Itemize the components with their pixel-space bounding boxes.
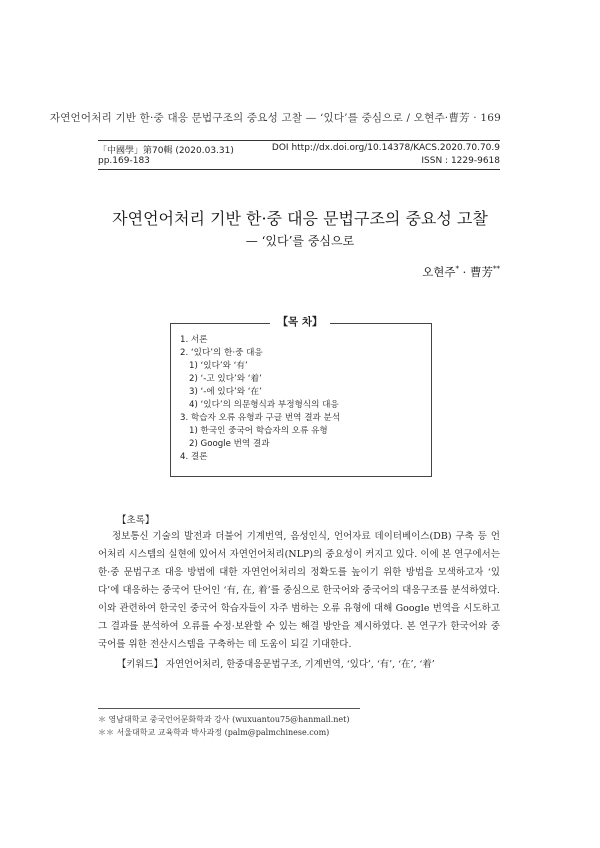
abstract-text: 정보통신 기술의 발전과 더불어 기계번역, 음성인식, 언어자료 데이터베이스(DB) 구축 등 언어처리 시스템의 실현에 있어서 자연언어처리(NLP)의 중요성이 커지고 있다. 이에 본 연구에서는 한·중 문법구조 대응 방법에 대한 자연언어처리의 정확도를 높이기 위한 방법을 모색하고자 ‘있다’에 대응하는 중국어 단어인 ‘有, 在, 着’를 중심으로 한국어와 중국어의 대응구조를 분석하였다. 이와 관련하여 한국인 중국어 학습자들이 자주 범하는 오류 유형에 대해 Google 번역을 시도하고 그 결과를 분석하여 오류를 수정·보완할 수 있는 해결 방안을 제시하였다. 본 연구가 한국어와 중국어를 위한 전산시스템을 구축하는 데 도움이 되길 기대한다. — [98, 531, 500, 650]
footnotes — [98, 713, 349, 739]
keywords: 【키워드】 자연언어처리, 한중대응문법구조, 기계번역, ‘있다’, ‘有’, ‘在’, ‘着’ — [117, 659, 435, 670]
toc-item: 2) ‘-고 있다’와 ‘着’ — [189, 374, 262, 384]
doi-link[interactable]: DOI http://dx.doi.org/10.14378/KACS.2020.70.70.9 — [271, 143, 500, 153]
author-1-mark: * — [455, 265, 460, 274]
author-line — [422, 264, 500, 280]
toc-item: 1) 한국인 중국어 학습자의 오류 유형 — [189, 426, 328, 436]
author-1: 오현주 — [422, 265, 456, 279]
footnote-2: ＊＊ 서울대학교 교육학과 박사과정 (palm@palmchinese.com) — [98, 728, 330, 737]
author-2: 曹芳 — [470, 265, 493, 279]
toc-item: 1) ‘있다’와 ‘有’ — [189, 361, 248, 371]
paper-subtitle: — ‘있다’를 중심으로 — [245, 234, 355, 248]
article-meta — [98, 140, 500, 170]
toc-item: 2. ‘있다’의 한·중 대응 — [180, 348, 263, 358]
author-separator: · — [459, 265, 470, 279]
abstract-label: 【초록】 — [117, 515, 155, 526]
journal-info: 「中國學」第70輯 (2020.03.31) — [98, 146, 234, 156]
issn: ISSN : 1229-9618 — [421, 156, 500, 166]
toc-item: 2) Google 번역 결과 — [189, 439, 270, 449]
toc-title: 【목 차】 — [270, 314, 330, 329]
running-header: 자연언어처리 기반 한·중 대응 문법구조의 중요성 고찰 — ‘있다’를 중심으로 / 오현주·曹芳 · 169 — [49, 112, 501, 124]
toc-item: 3) ‘-에 있다’와 ‘在’ — [189, 387, 262, 397]
toc-item: 4. 결론 — [180, 452, 208, 462]
footnote-divider — [98, 708, 360, 709]
toc-item: 4) ‘있다’의 의문형식과 부정형식의 대응 — [189, 400, 339, 410]
page-range: pp.169-183 — [98, 156, 150, 166]
footnote-1: ＊ 영남대학교 중국언어문화학과 강사 (wuxuantou75@hanmail.net) — [98, 715, 350, 724]
toc-list — [180, 334, 340, 464]
author-2-mark: ** — [493, 265, 500, 274]
toc-item: 1. 서론 — [180, 335, 208, 345]
paper-title: 자연언어처리 기반 한·중 대응 문법구조의 중요성 고찰 — [112, 209, 488, 228]
toc-item: 3. 학습자 오류 유형과 구글 번역 결과 분석 — [180, 413, 341, 423]
